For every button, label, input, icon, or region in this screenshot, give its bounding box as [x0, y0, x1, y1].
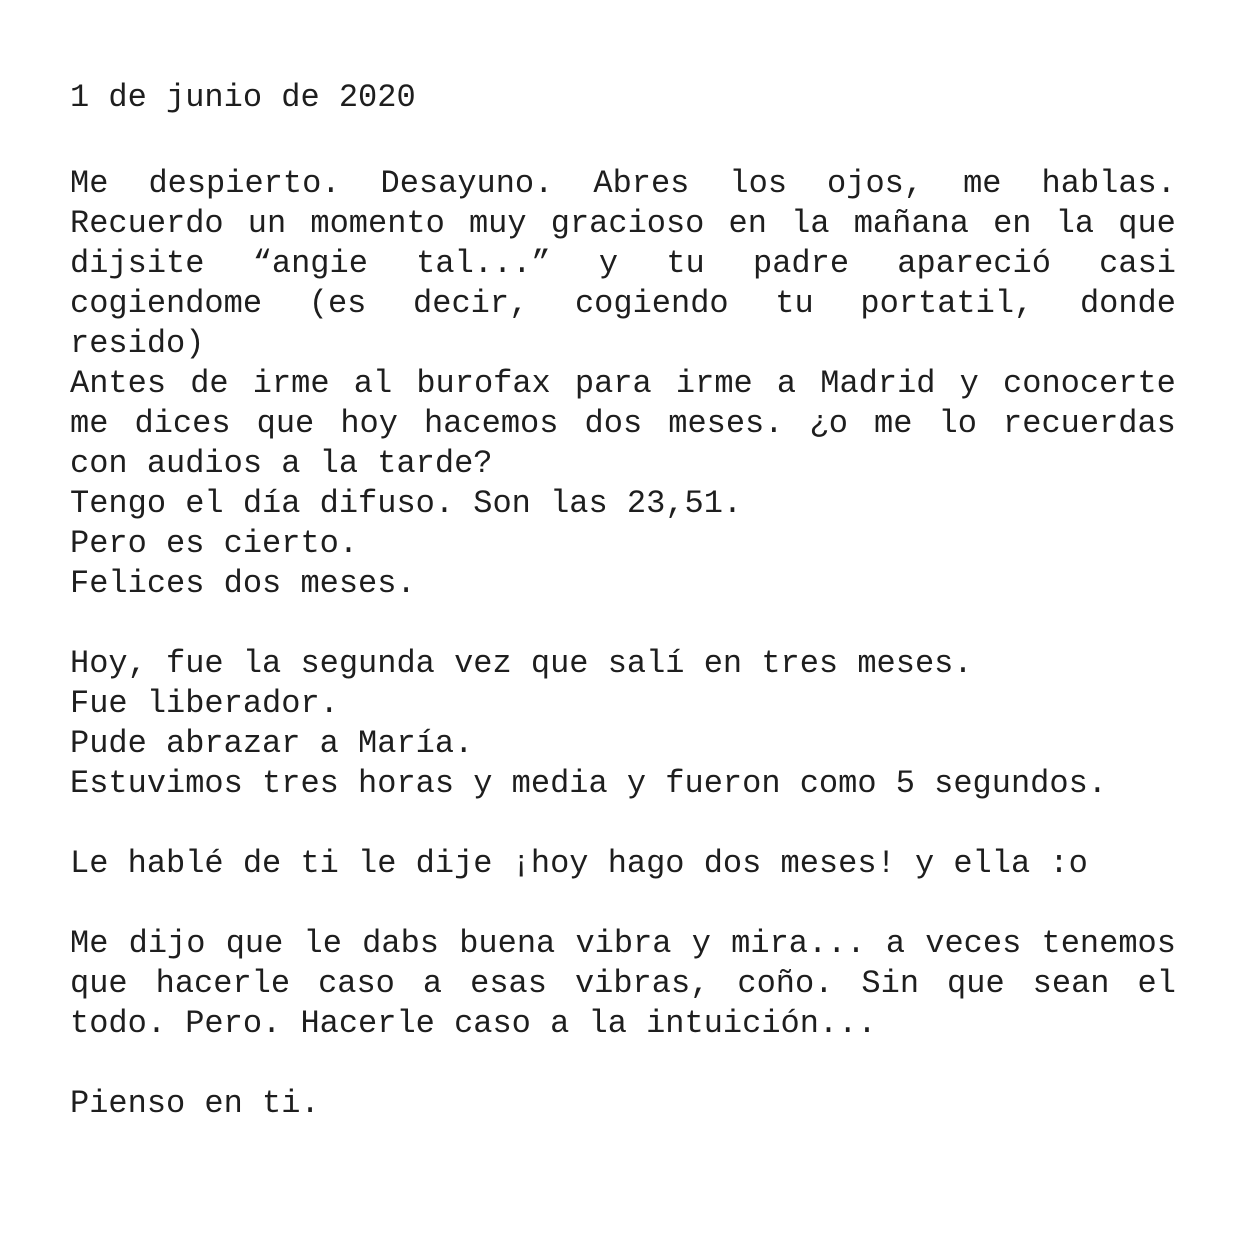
paragraph [70, 164, 1176, 604]
text-line: Estuvimos tres horas y media y fueron como 5 segundos. [70, 765, 1107, 802]
text-line: Recuerdo un momento muy gracioso en la mañana en la que [70, 205, 1176, 242]
text-line: Hoy, fue la segunda vez que salí en tres meses. [70, 645, 973, 682]
text-line: dijsite “angie tal...” y tu padre apareció casi [70, 245, 1176, 282]
text-line: Felices dos meses. [70, 565, 416, 602]
text-line: Me dijo que le dabs buena vibra y mira... a veces tenemos [70, 925, 1176, 962]
text-line: Tengo el día difuso. Son las 23,51. [70, 485, 743, 522]
paragraph [70, 644, 1176, 804]
paragraph [70, 924, 1176, 1044]
document-page [70, 78, 1176, 1164]
text-line: resido) [70, 325, 205, 362]
text-line: todo. Pero. Hacerle caso a la intuición... [70, 1005, 877, 1042]
text-line: Le hablé de ti le dije ¡hoy hago dos meses! y ella :o [70, 845, 1088, 882]
text-line: Fue liberador. [70, 685, 339, 722]
text-line: me dices que hoy hacemos dos meses. ¿o me lo recuerdas [70, 405, 1176, 442]
text-line: que hacerle caso a esas vibras, coño. Sin que sean el [70, 965, 1176, 1002]
text-line: Antes de irme al burofax para irme a Madrid y conocerte [70, 365, 1176, 402]
text-line: Pienso en ti. [70, 1085, 320, 1122]
paragraph [70, 1084, 1176, 1124]
text-line: con audios a la tarde? [70, 445, 493, 482]
text-line: cogiendome (es decir, cogiendo tu portatil, donde [70, 285, 1176, 322]
text-line: Pero es cierto. [70, 525, 359, 562]
text-line: Me despierto. Desayuno. Abres los ojos, me hablas. [70, 165, 1176, 202]
paragraph [70, 844, 1176, 884]
document-body [70, 164, 1176, 1124]
text-line: Pude abrazar a María. [70, 725, 474, 762]
document-date: 1 de junio de 2020 [70, 79, 416, 116]
